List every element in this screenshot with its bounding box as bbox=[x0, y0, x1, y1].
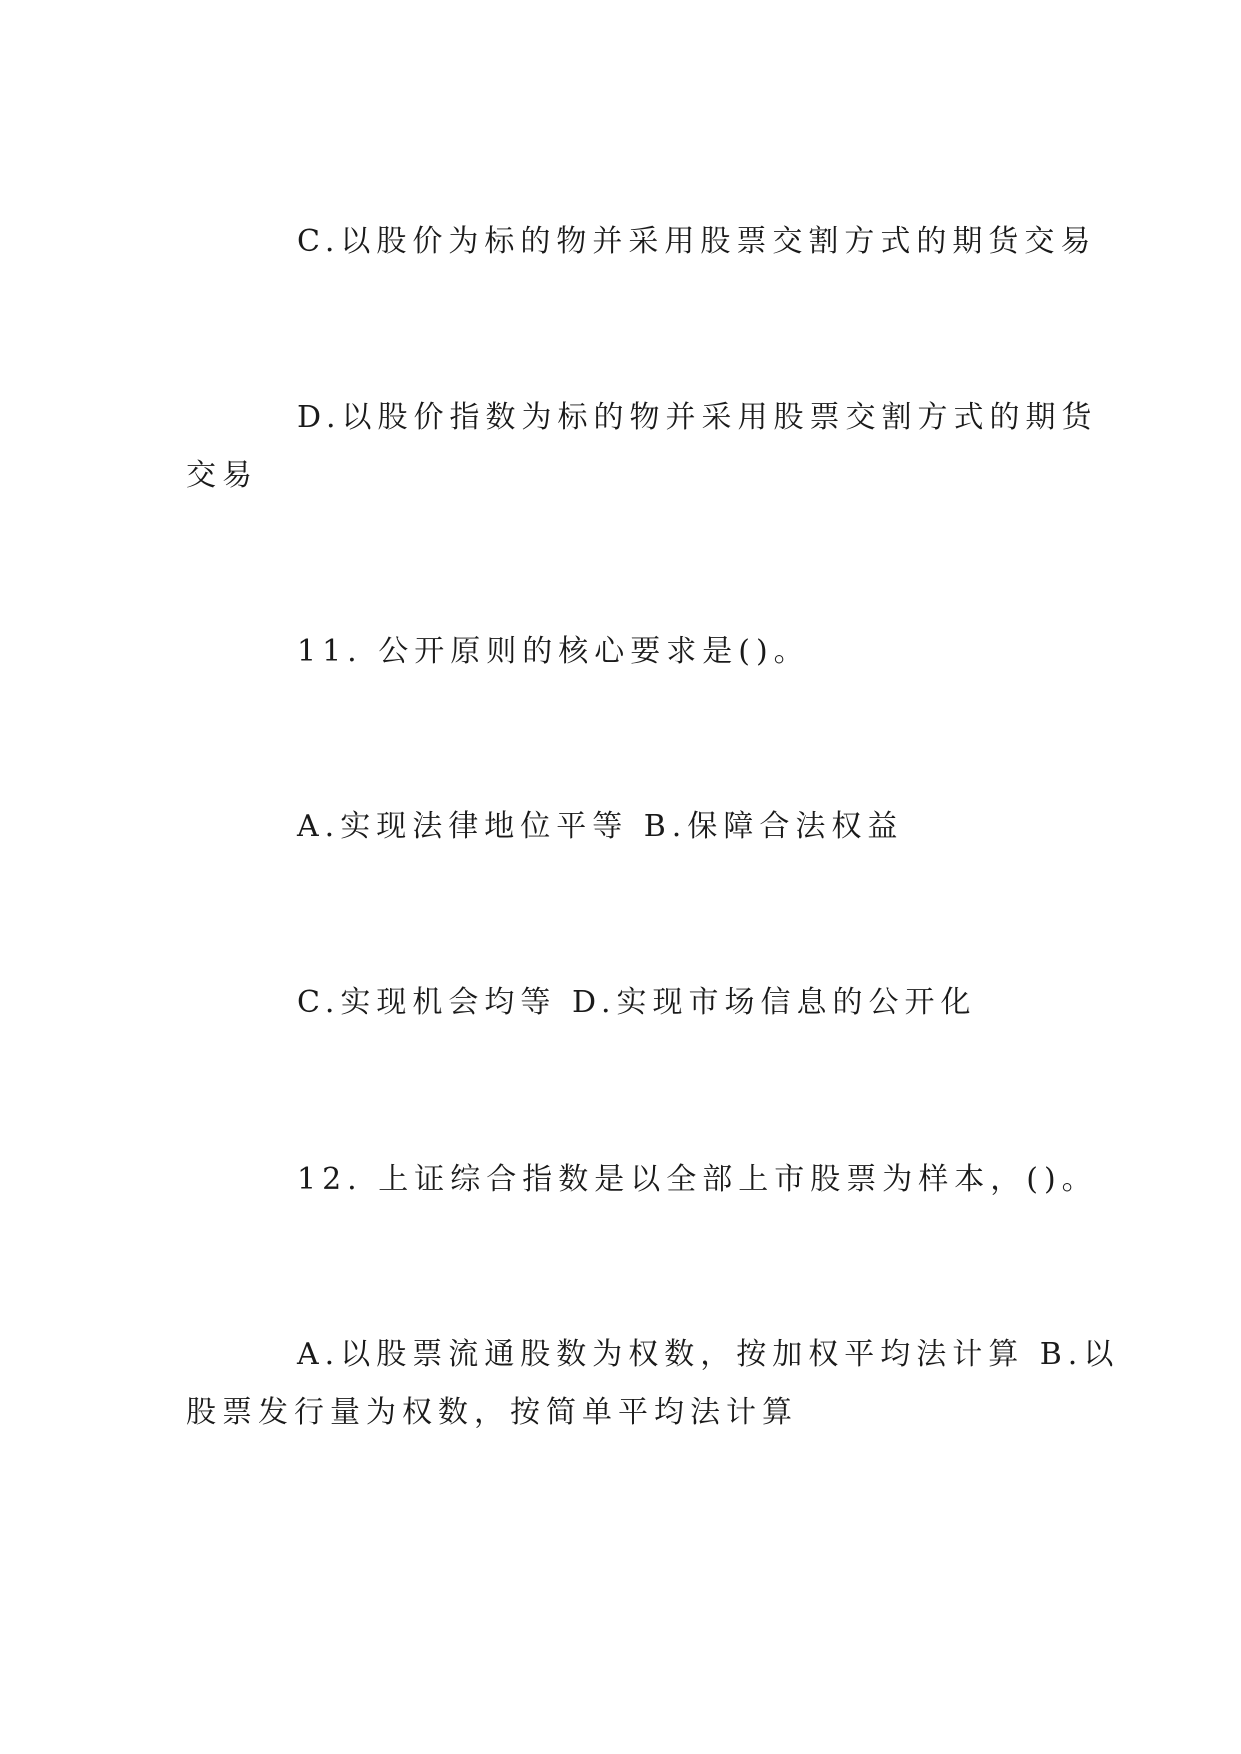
question-12-options-line-1: A.以股票流通股数为权数，按加权平均法计算 B.以 bbox=[297, 1337, 1120, 1372]
option-d-line-1: D.以股价指数为标的物并采用股票交割方式的期货 bbox=[297, 400, 1098, 435]
question-12: 12. 上证综合指数是以全部上市股票为样本，()。 bbox=[297, 1162, 1098, 1197]
question-11: 11. 公开原则的核心要求是()。 bbox=[297, 634, 810, 669]
question-11-options-cd: C.实现机会均等 D.实现市场信息的公开化 bbox=[297, 985, 977, 1020]
option-c-line: C.以股价为标的物并采用股票交割方式的期货交易 bbox=[297, 224, 1097, 259]
question-11-options-ab: A.实现法律地位平等 B.保障合法权益 bbox=[297, 809, 904, 844]
question-12-options-line-2: 股票发行量为权数，按简单平均法计算 bbox=[186, 1395, 798, 1430]
option-d-line-2: 交易 bbox=[186, 458, 258, 493]
